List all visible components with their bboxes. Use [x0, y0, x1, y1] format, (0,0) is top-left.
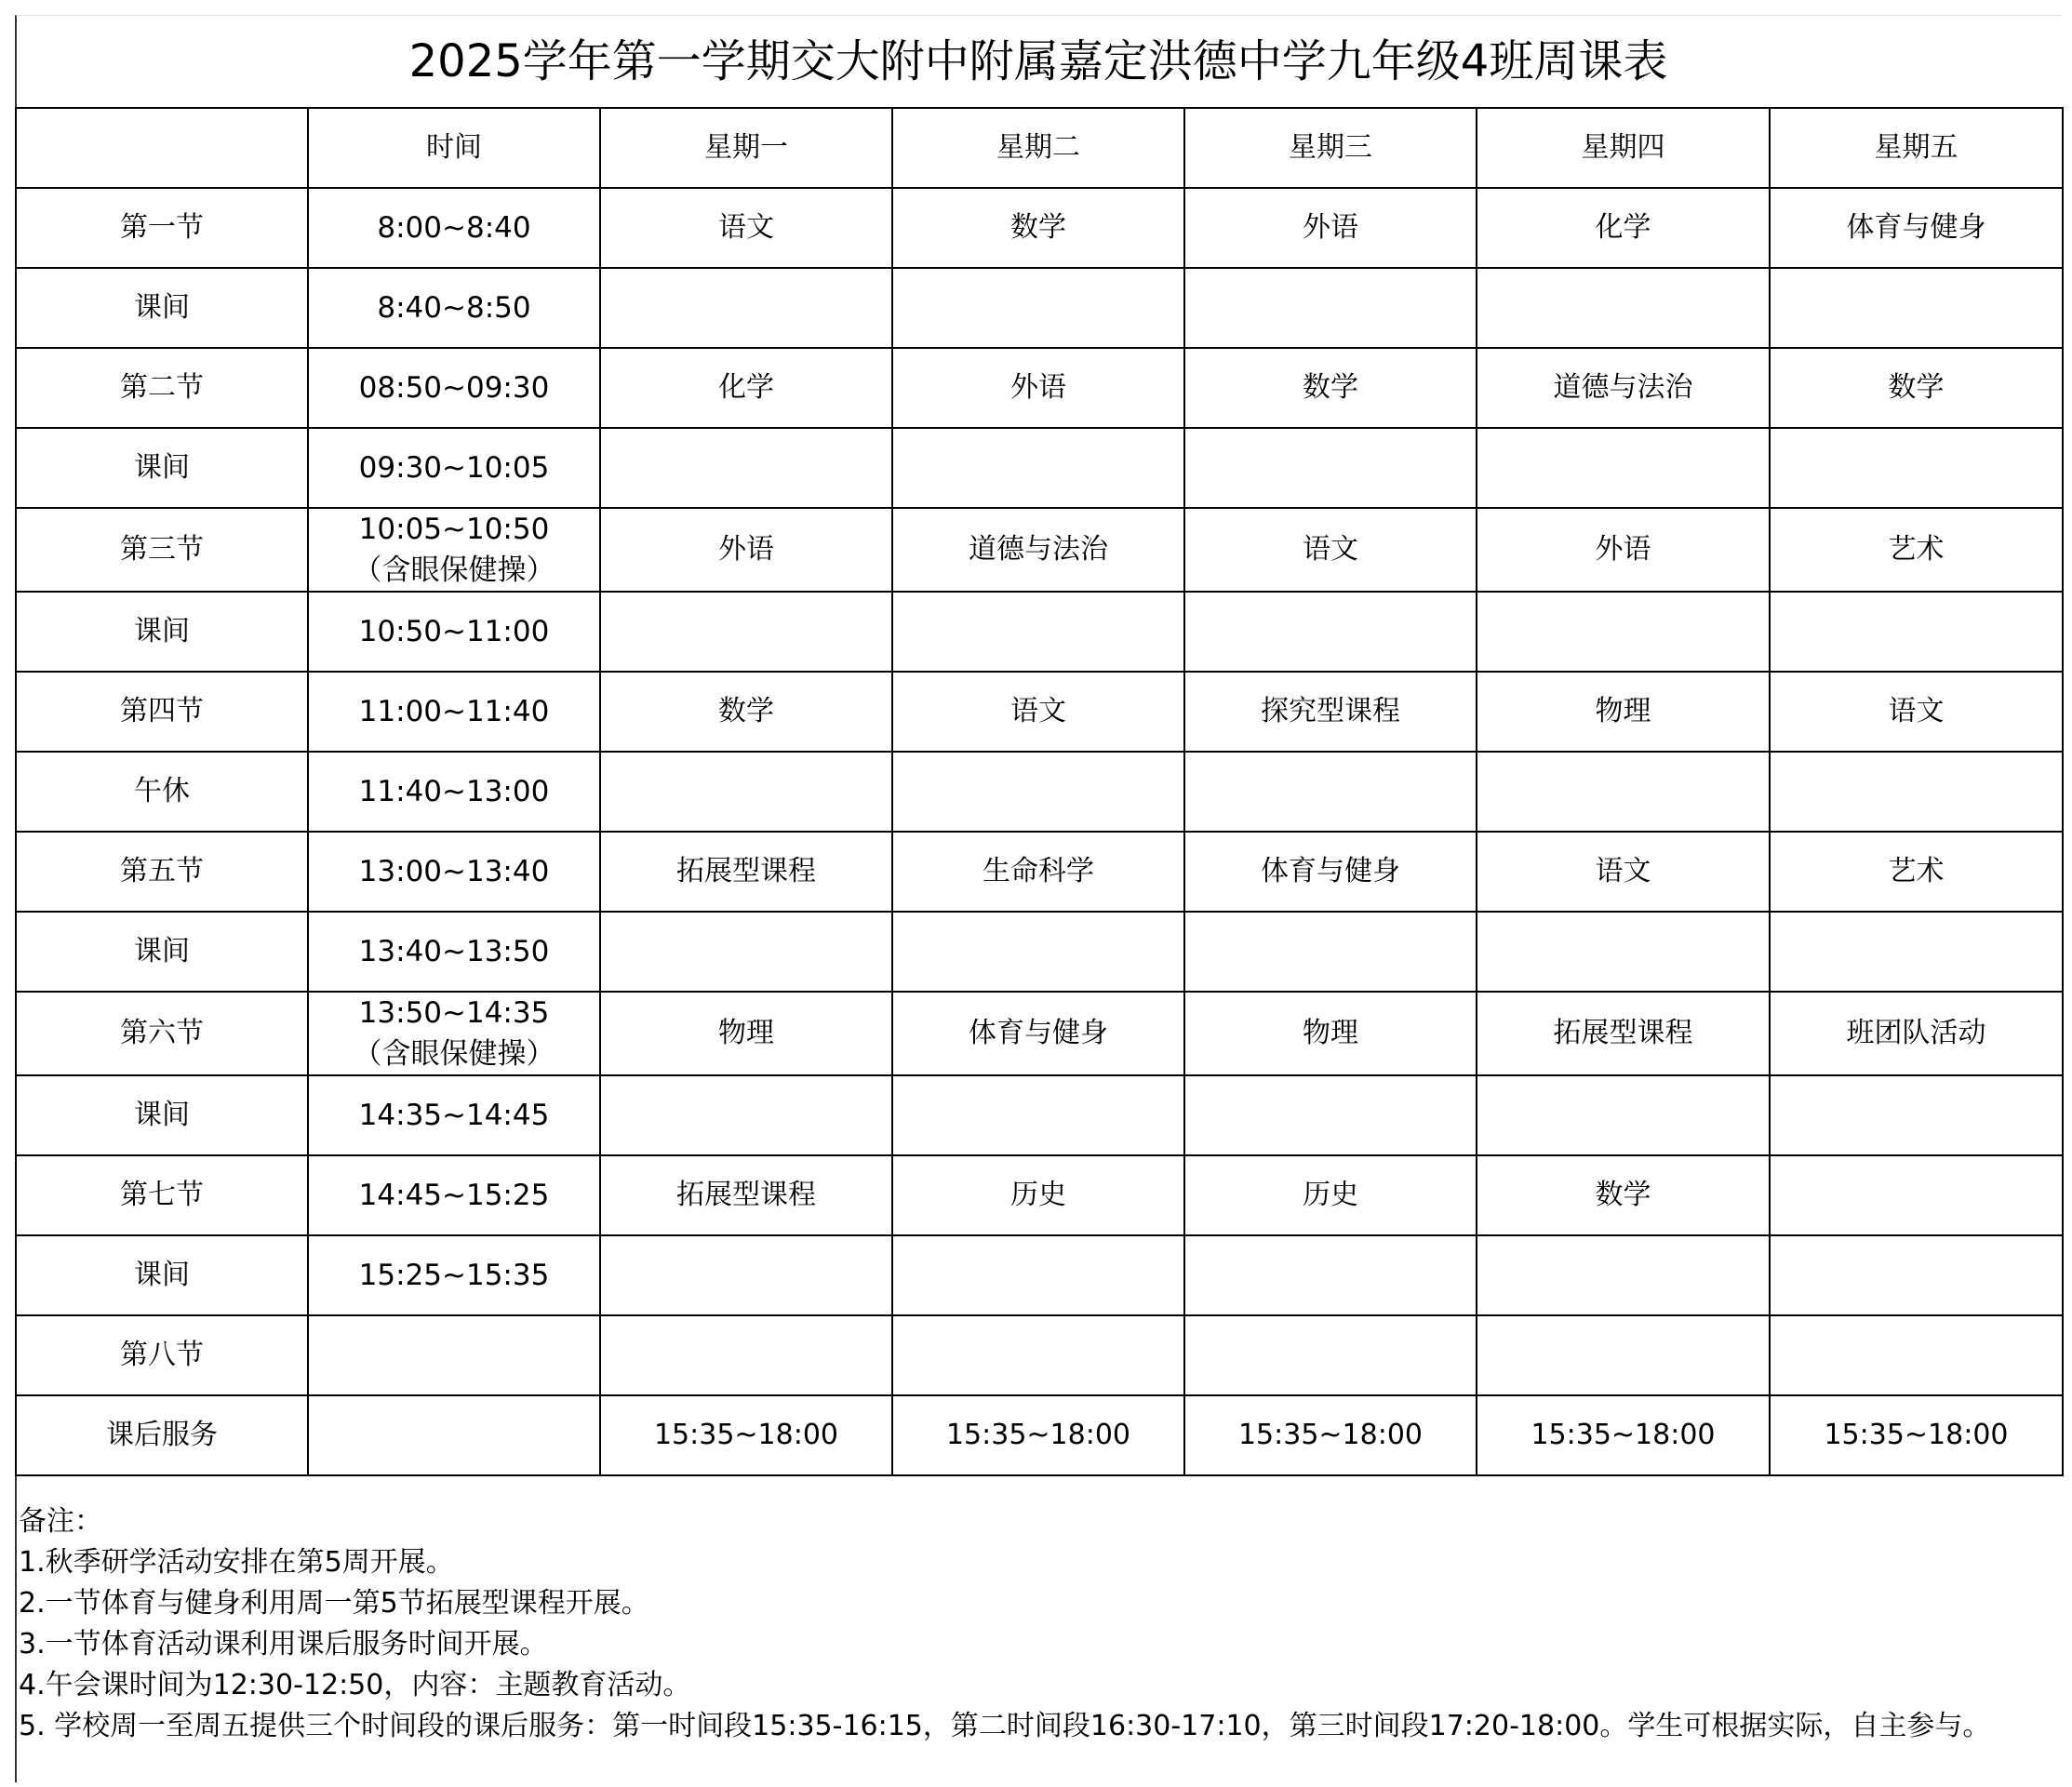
- subject-cell: 化学: [1477, 188, 1770, 268]
- subject-cell: 历史: [892, 1155, 1184, 1235]
- period-time: [308, 1075, 600, 1155]
- subject-cell: [1477, 1315, 1770, 1395]
- subject-cell: [1477, 592, 1770, 672]
- time-range: 8:40~8:50: [377, 291, 531, 325]
- subject-cell: [892, 752, 1184, 832]
- subject-cell: [892, 1075, 1184, 1155]
- table-row: [16, 1395, 2063, 1475]
- time-range: 08:50~09:30: [358, 371, 550, 405]
- subject-cell: [600, 1235, 892, 1315]
- subject-cell: [1770, 592, 2063, 672]
- period-label: 课间: [16, 1235, 308, 1315]
- subject-cell: [1477, 912, 1770, 992]
- notes-heading: 备注：: [19, 1505, 102, 1538]
- header-cell: [16, 108, 308, 188]
- subject-cell: 体育与健身: [892, 992, 1184, 1075]
- subject-cell: 拓展型课程: [600, 1155, 892, 1235]
- subject-cell: 体育与健身: [1184, 832, 1477, 912]
- subject-cell: [1184, 268, 1477, 348]
- subject-cell: [892, 912, 1184, 992]
- time-range: 14:35~14:45: [358, 1099, 550, 1132]
- subject-cell: [600, 428, 892, 508]
- subject-cell: [600, 1075, 892, 1155]
- subject-cell: 生命科学: [892, 832, 1184, 912]
- subject-cell: 化学: [600, 348, 892, 428]
- subject-cell: 15:35~18:00: [600, 1395, 892, 1475]
- header-row: [16, 108, 2063, 188]
- subject-cell: 探究型课程: [1184, 672, 1477, 752]
- period-time: [308, 1395, 600, 1475]
- time-range: 13:00~13:40: [358, 855, 550, 888]
- subject-cell: 外语: [1184, 188, 1477, 268]
- header-cell-thursday: 星期四: [1477, 108, 1770, 188]
- subject-cell: 拓展型课程: [600, 832, 892, 912]
- subject-cell: [1184, 912, 1477, 992]
- subject-cell: 15:35~18:00: [1184, 1395, 1477, 1475]
- header-cell-monday: 星期一: [600, 108, 892, 188]
- time-range: 14:45~15:25: [358, 1179, 550, 1212]
- period-time: [308, 428, 600, 508]
- period-label: 第六节: [16, 992, 308, 1075]
- subject-cell: [1477, 752, 1770, 832]
- schedule-table: [15, 107, 2064, 1476]
- header-cell-wednesday: 星期三: [1184, 108, 1477, 188]
- subject-cell: [1770, 1235, 2063, 1315]
- subject-cell: [892, 592, 1184, 672]
- period-time: [308, 268, 600, 348]
- subject-cell: [892, 1235, 1184, 1315]
- period-time: [308, 508, 600, 592]
- table-row: [16, 1315, 2063, 1395]
- table-row: [16, 1235, 2063, 1315]
- subject-cell: [1477, 1235, 1770, 1315]
- subject-cell: [1477, 428, 1770, 508]
- subject-cell: [1770, 268, 2063, 348]
- subject-cell: [600, 592, 892, 672]
- period-label: 午休: [16, 752, 308, 832]
- subject-cell: [1477, 1075, 1770, 1155]
- subject-cell: 物理: [600, 992, 892, 1075]
- period-time: [308, 348, 600, 428]
- header-cell-friday: 星期五: [1770, 108, 2063, 188]
- subject-cell: [600, 268, 892, 348]
- period-label: 课间: [16, 268, 308, 348]
- subject-cell: 道德与法治: [892, 508, 1184, 592]
- period-label: 课间: [16, 912, 308, 992]
- time-note: （含眼保健操）: [353, 1037, 555, 1071]
- subject-cell: [1184, 1315, 1477, 1395]
- note-line: 1.秋季研学活动安排在第5周开展。: [19, 1546, 454, 1579]
- period-label: 课间: [16, 428, 308, 508]
- time-range: 10:05~10:50: [358, 513, 550, 546]
- notes-section: [19, 1501, 2056, 1747]
- period-label: 第二节: [16, 348, 308, 428]
- header-cell-tuesday: 星期二: [892, 108, 1184, 188]
- period-label: 课间: [16, 592, 308, 672]
- subject-cell: 外语: [1477, 508, 1770, 592]
- subject-cell: 道德与法治: [1477, 348, 1770, 428]
- subject-cell: 语文: [600, 188, 892, 268]
- subject-cell: 数学: [892, 188, 1184, 268]
- period-time: [308, 188, 600, 268]
- subject-cell: 语文: [1184, 508, 1477, 592]
- table-row: [16, 592, 2063, 672]
- table-row: [16, 1075, 2063, 1155]
- table-row: [16, 752, 2063, 832]
- subject-cell: [1770, 752, 2063, 832]
- subject-cell: 外语: [600, 508, 892, 592]
- subject-cell: [1770, 1075, 2063, 1155]
- period-time: [308, 1315, 600, 1395]
- period-time: [308, 992, 600, 1075]
- table-row: [16, 188, 2063, 268]
- subject-cell: 数学: [1477, 1155, 1770, 1235]
- period-label: 第四节: [16, 672, 308, 752]
- time-range: 10:50~11:00: [358, 615, 550, 648]
- time-range: 11:00~11:40: [358, 695, 550, 728]
- table-row: [16, 672, 2063, 752]
- subject-cell: 历史: [1184, 1155, 1477, 1235]
- header-cell-time: 时间: [308, 108, 600, 188]
- time-range: 8:00~8:40: [377, 211, 531, 245]
- subject-cell: 艺术: [1770, 508, 2063, 592]
- subject-cell: [1770, 912, 2063, 992]
- subject-cell: [1770, 1155, 2063, 1235]
- subject-cell: 数学: [1184, 348, 1477, 428]
- schedule-body: [16, 108, 2063, 1475]
- subject-cell: [1184, 752, 1477, 832]
- subject-cell: 语文: [892, 672, 1184, 752]
- time-range: 09:30~10:05: [358, 451, 550, 485]
- period-time: [308, 1155, 600, 1235]
- subject-cell: [1477, 268, 1770, 348]
- subject-cell: 15:35~18:00: [1770, 1395, 2063, 1475]
- subject-cell: 语文: [1477, 832, 1770, 912]
- subject-cell: 语文: [1770, 672, 2063, 752]
- period-time: [308, 832, 600, 912]
- table-row: [16, 428, 2063, 508]
- period-label: 第五节: [16, 832, 308, 912]
- subject-cell: [1770, 428, 2063, 508]
- period-time: [308, 672, 600, 752]
- period-label: 第七节: [16, 1155, 308, 1235]
- table-row: [16, 992, 2063, 1075]
- period-time: [308, 752, 600, 832]
- table-row: [16, 1155, 2063, 1235]
- table-row: [16, 912, 2063, 992]
- note-line: 2.一节体育与健身利用周一第5节拓展型课程开展。: [19, 1587, 649, 1620]
- subject-cell: 拓展型课程: [1477, 992, 1770, 1075]
- subject-cell: [892, 268, 1184, 348]
- period-time: [308, 912, 600, 992]
- note-line: 5. 学校周一至周五提供三个时间段的课后服务：第一时间段15:35-16:15，第二时间段16:30-17:10，第三时间段17:20-18:00。学生可根据实际，自主参与。: [19, 1710, 1991, 1742]
- subject-cell: [600, 1315, 892, 1395]
- subject-cell: [892, 428, 1184, 508]
- subject-cell: [1184, 592, 1477, 672]
- table-row: [16, 508, 2063, 592]
- period-time: [308, 1235, 600, 1315]
- subject-cell: [600, 912, 892, 992]
- subject-cell: [600, 752, 892, 832]
- subject-cell: 艺术: [1770, 832, 2063, 912]
- period-label: 课后服务: [16, 1395, 308, 1475]
- subject-cell: 数学: [600, 672, 892, 752]
- subject-cell: 数学: [1770, 348, 2063, 428]
- period-label: 第一节: [16, 188, 308, 268]
- subject-cell: [1184, 1075, 1477, 1155]
- subject-cell: 体育与健身: [1770, 188, 2063, 268]
- subject-cell: 物理: [1184, 992, 1477, 1075]
- subject-cell: 15:35~18:00: [1477, 1395, 1770, 1475]
- note-line: 3.一节体育活动课利用课后服务时间开展。: [19, 1628, 548, 1660]
- table-row: [16, 348, 2063, 428]
- subject-cell: 班团队活动: [1770, 992, 2063, 1075]
- subject-cell: [892, 1315, 1184, 1395]
- subject-cell: [1770, 1315, 2063, 1395]
- page-title: 2025学年第一学期交大附中附属嘉定洪德中学九年级4班周课表: [408, 35, 1668, 87]
- time-range: 13:40~13:50: [358, 935, 550, 968]
- time-note: （含眼保健操）: [353, 553, 555, 587]
- table-row: [16, 268, 2063, 348]
- subject-cell: [1184, 1235, 1477, 1315]
- subject-cell: 物理: [1477, 672, 1770, 752]
- table-row: [16, 832, 2063, 912]
- period-time: [308, 592, 600, 672]
- subject-cell: 外语: [892, 348, 1184, 428]
- time-range: 11:40~13:00: [358, 775, 550, 808]
- time-range: 13:50~14:35: [358, 996, 550, 1030]
- subject-cell: 15:35~18:00: [892, 1395, 1184, 1475]
- period-label: 第三节: [16, 508, 308, 592]
- note-line: 4.午会课时间为12:30-12:50，内容：主题教育活动。: [19, 1669, 691, 1701]
- period-label: 课间: [16, 1075, 308, 1155]
- period-label: 第八节: [16, 1315, 308, 1395]
- subject-cell: [1184, 428, 1477, 508]
- time-range: 15:25~15:35: [358, 1259, 550, 1292]
